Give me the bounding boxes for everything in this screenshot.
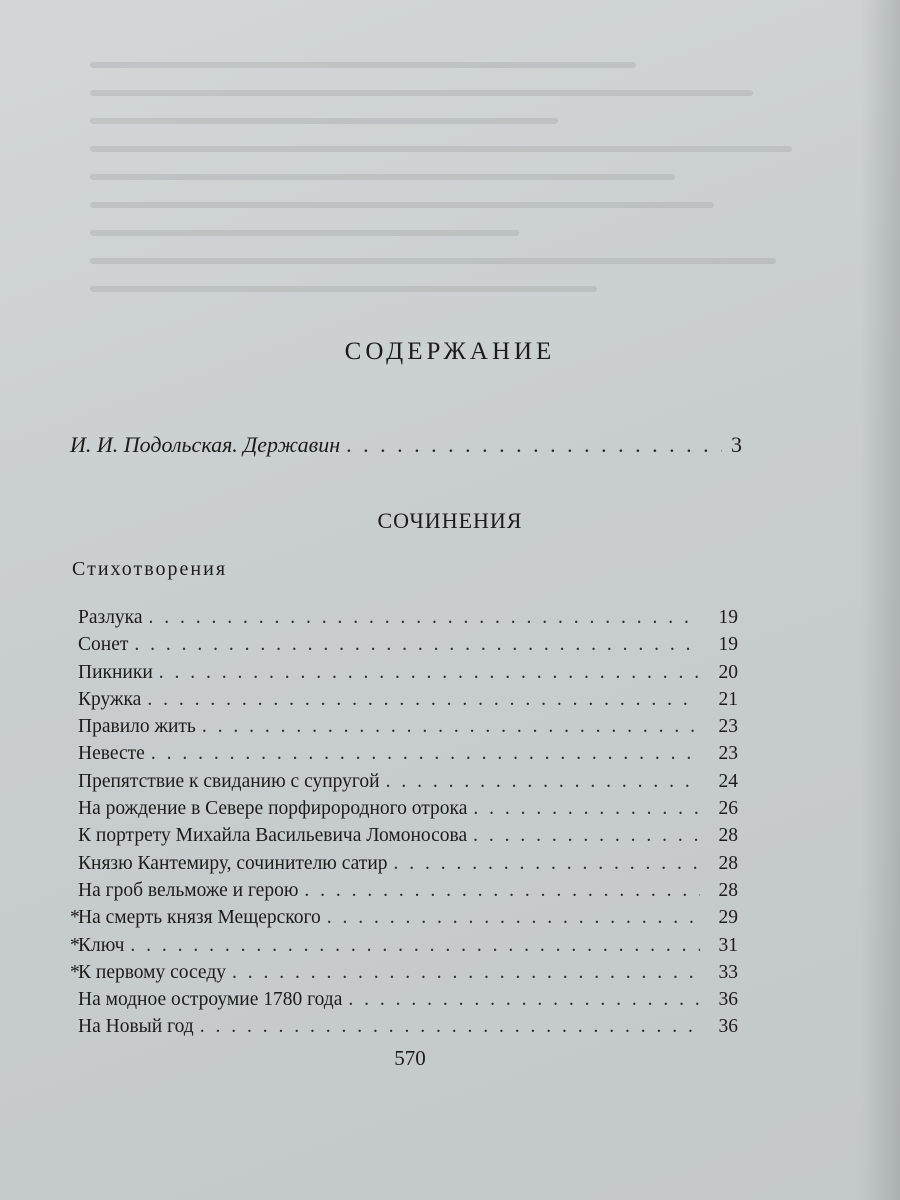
leader-dots [130,932,700,959]
entry-title: Кружка [78,688,142,710]
entry-page: 28 [718,852,738,874]
section-title: СОЧИНЕНИЯ [377,508,523,533]
entry-mark: * [70,961,80,983]
leader-dots [473,795,700,822]
intro-entry-page: 3 [731,432,742,457]
toc-entry [70,768,738,795]
toc-entry [70,904,738,931]
entry-page: 26 [718,798,738,820]
entry-page: 36 [718,1016,738,1038]
entry-page: 31 [718,934,738,956]
entry-page: 36 [718,989,738,1011]
leader-dots [200,1013,700,1040]
page-number: 570 [394,1046,426,1070]
toc-entry [70,740,738,767]
leader-dots [147,686,700,713]
contents-heading: СОДЕРЖАНИЕ [344,338,556,365]
toc-entry [70,822,738,849]
leader-dots [346,432,722,458]
intro-entry-title: И. И. Подольская. Державин [70,432,341,457]
entry-title: Пикники [78,661,153,683]
entry-page: 33 [718,961,738,983]
leader-dots [159,659,700,686]
toc-entry [70,959,738,986]
entry-title: Сонет [78,634,129,656]
entry-title: На рождение в Севере порфирородного отрока [78,798,468,820]
entry-title: На модное остроумие 1780 года [78,989,343,1011]
entry-page: 19 [718,607,738,628]
toc-entry [70,986,738,1013]
toc-entry [70,604,738,631]
leader-dots [151,740,700,767]
entry-title: На смерть князя Мещерского [78,907,321,929]
entry-title: Препятствие к свиданию с супругой [78,770,380,792]
entry-page: 23 [718,743,738,765]
entry-title: К портрету Михайла Васильевича Ломоносова [78,825,468,847]
toc-entry [70,877,738,904]
entry-page: 29 [718,907,738,929]
leader-dots [232,959,700,986]
entry-page: 19 [718,634,738,656]
contents-list [70,604,738,1041]
leader-dots [149,604,700,631]
entry-title: Ключ [78,934,125,956]
entry-mark: * [70,934,80,956]
toc-entry [70,659,738,686]
entry-page: 23 [718,716,738,738]
leader-dots [327,904,700,931]
entry-title: Разлука [78,607,143,628]
toc-entry [70,713,738,740]
entry-title: На гроб вельможе и герою [78,879,299,901]
entry-page: 24 [718,770,738,792]
entry-page: 21 [718,688,738,710]
toc-entry [70,686,738,713]
entry-title: К первому соседу [78,961,226,983]
leader-dots [394,850,700,877]
leader-dots [202,713,700,740]
entry-title: Князю Кантемиру, сочинителю сатир [78,852,388,874]
leader-dots [473,822,700,849]
entry-title: Невесте [78,743,145,765]
entry-mark: * [70,907,80,929]
page-edge-shadow [860,0,900,1200]
intro-entry [70,432,742,458]
entry-page: 28 [718,879,738,901]
leader-dots [304,877,700,904]
entry-title: На Новый год [78,1016,194,1038]
leader-dots [134,631,700,658]
leader-dots [386,768,700,795]
entry-page: 28 [718,825,738,847]
entry-title: Правило жить [78,716,196,738]
bleed-through-text [90,40,870,340]
toc-entry [70,850,738,877]
subsection-title: Стихотворения [72,558,228,580]
toc-entry [70,631,738,658]
toc-entry [70,1013,738,1040]
toc-entry [70,795,738,822]
entry-page: 20 [718,661,738,683]
leader-dots [348,986,700,1013]
toc-entry [70,932,738,959]
